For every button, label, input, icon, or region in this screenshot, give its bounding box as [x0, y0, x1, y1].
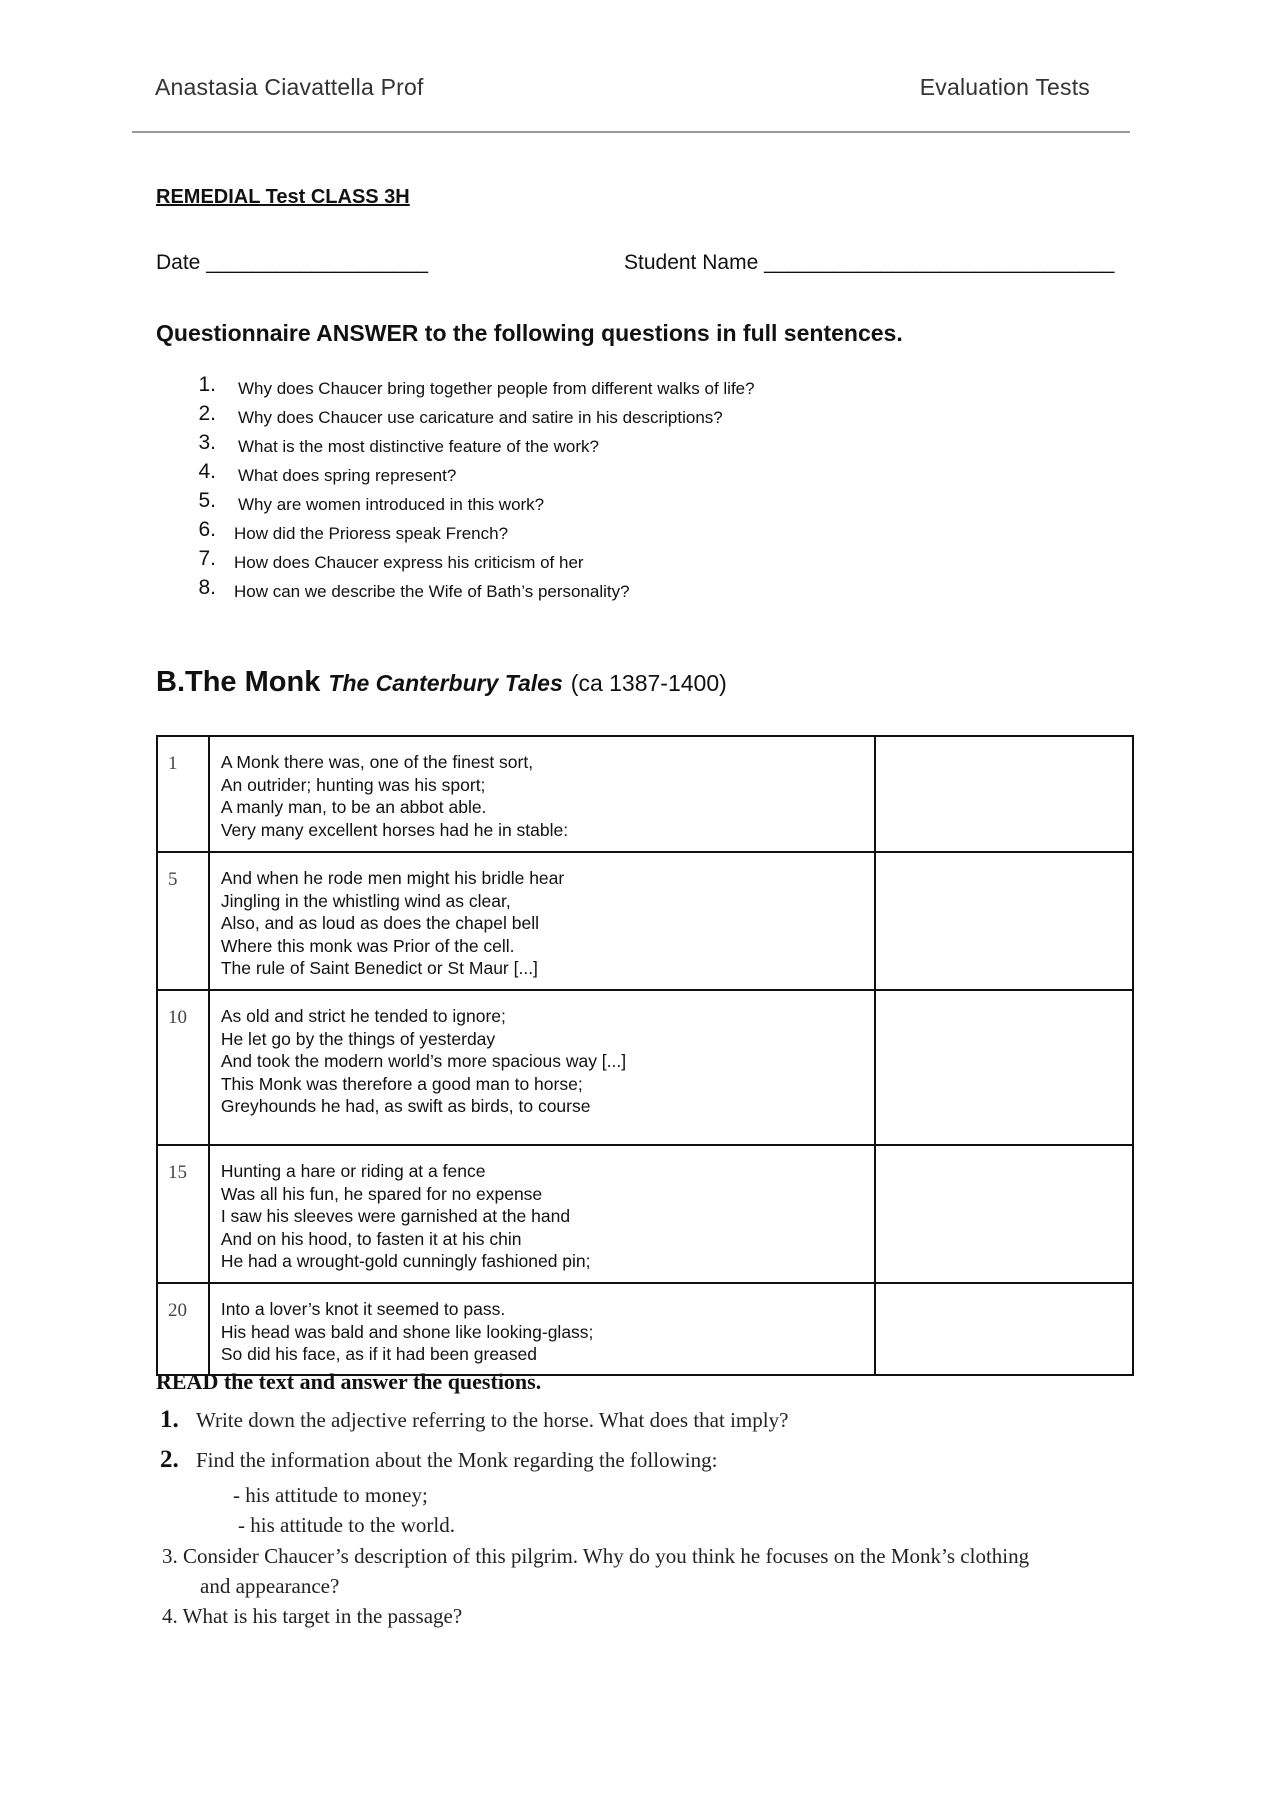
table-row — [157, 990, 1133, 1145]
question-number: 1. — [160, 1406, 179, 1433]
table-row — [157, 1145, 1133, 1283]
verse-line: He had a wrought-gold cunningly fashioned pin; — [220, 1251, 591, 1271]
table-row — [157, 852, 1133, 990]
table-row — [157, 736, 1133, 852]
work-dates: (ca 1387-1400) — [570, 670, 727, 696]
notes-cell — [875, 1283, 1133, 1375]
verse-cell — [209, 852, 875, 990]
section-title — [156, 666, 727, 699]
line-number: 10 — [157, 990, 209, 1145]
document-type: Evaluation Tests — [919, 74, 1090, 100]
verse-line: And when he rode men might his bridle hear — [220, 868, 565, 888]
question-number: 7. — [198, 547, 216, 570]
verse-line: Very many excellent horses had he in stable: — [220, 819, 569, 840]
question-number: 2. — [198, 402, 216, 425]
question-number: 3. — [198, 431, 216, 454]
question-number: 5. — [198, 489, 216, 512]
poem-table — [156, 735, 1134, 1376]
verse-line: Into a lover’s knot it seemed to pass. — [220, 1299, 506, 1319]
reading-subpoint: - his attitude to money; — [233, 1483, 428, 1507]
reading-heading: READ the text and answer the questions. — [156, 1369, 542, 1394]
question-text: How can we describe the Wife of Bath’s personality? — [234, 582, 630, 601]
verse-line: And took the modern world’s more spacious way [...] — [220, 1051, 627, 1071]
reading-question-1 — [160, 1406, 788, 1434]
question-text: Find the information about the Monk regarding the following: — [196, 1448, 718, 1472]
verse-line: A manly man, to be an abbot able. — [220, 797, 487, 817]
section-prefix: B.The Monk — [156, 666, 321, 698]
reading-question-2 — [160, 1446, 717, 1474]
question-number: 4. — [198, 460, 216, 483]
verse-line: As old and strict he tended to ignore; — [220, 1006, 506, 1026]
author-name: Anastasia Ciavattella Prof — [155, 74, 424, 100]
verse-line: Also, and as loud as does the chapel bell — [220, 913, 539, 933]
line-number: 15 — [157, 1145, 209, 1283]
verse-line: An outrider; hunting was his sport; — [220, 774, 486, 795]
page-header — [155, 74, 1090, 114]
question-text: What does spring represent? — [238, 466, 457, 485]
header-divider — [132, 131, 1130, 133]
question-number: 6. — [198, 518, 216, 541]
verse-cell — [209, 1145, 875, 1283]
question-number: 8. — [198, 576, 216, 599]
date-field: Date ___________________ — [156, 251, 429, 274]
reading-subpoint: - his attitude to the world. — [238, 1513, 455, 1537]
notes-cell — [875, 1145, 1133, 1283]
question-text: What is the most distinctive feature of the work? — [238, 437, 599, 456]
verse-cell — [209, 736, 875, 852]
questionnaire-heading: Questionnaire ANSWER to the following questions in full sentences. — [156, 320, 903, 346]
verse-line: A Monk there was, one of the finest sort, — [220, 752, 534, 772]
test-title: REMEDIAL Test CLASS 3H — [156, 186, 410, 208]
notes-cell — [875, 736, 1133, 852]
verse-line: So did his face, as if it had been greased — [220, 1344, 538, 1364]
verse-line: The rule of Saint Benedict or St Maur [...] — [220, 958, 538, 978]
question-number: 2. — [160, 1446, 179, 1473]
verse-line: Was all his fun, he spared for no expense — [220, 1183, 543, 1204]
student-name-field: Student Name ______________________________ — [624, 251, 1115, 274]
question-number: 1. — [198, 373, 216, 396]
question-text: How does Chaucer express his criticism of her — [234, 553, 584, 572]
verse-cell — [209, 1283, 875, 1375]
verse-line: I saw his sleeves were garnished at the hand — [220, 1206, 571, 1226]
question-text: Why does Chaucer bring together people from different walks of life? — [238, 379, 755, 398]
verse-line: Hunting a hare or riding at a fence — [220, 1161, 486, 1181]
question-text: Why does Chaucer use caricature and satire in his descriptions? — [238, 408, 723, 427]
verse-line: And on his hood, to fasten it at his chin — [220, 1228, 522, 1249]
verse-line: He let go by the things of yesterday — [220, 1028, 496, 1049]
verse-cell — [209, 990, 875, 1145]
question-text: Write down the adjective referring to the horse. What does that imply? — [196, 1408, 789, 1432]
question-text: Why are women introduced in this work? — [238, 495, 545, 514]
line-number: 5 — [157, 852, 209, 990]
verse-line: This Monk was therefore a good man to horse; — [220, 1073, 583, 1094]
line-number: 1 — [157, 736, 209, 852]
table-row — [157, 1283, 1133, 1375]
notes-cell — [875, 990, 1133, 1145]
verse-line: Greyhounds he had, as swift as birds, to course — [220, 1096, 591, 1116]
verse-line: His head was bald and shone like looking-glass; — [220, 1321, 594, 1342]
reading-question-3-cont: and appearance? — [200, 1574, 340, 1598]
work-title: The Canterbury Tales — [328, 670, 563, 696]
verse-line: Jingling in the whistling wind as clear, — [220, 890, 511, 911]
reading-question-4: 4. What is his target in the passage? — [162, 1604, 463, 1628]
question-text: How did the Prioress speak French? — [234, 524, 509, 543]
verse-line: Where this monk was Prior of the cell. — [220, 935, 515, 956]
line-number: 20 — [157, 1283, 209, 1375]
notes-cell — [875, 852, 1133, 990]
reading-question-3: 3. Consider Chaucer’s description of this pilgrim. Why do you think he focuses on the Monk’s clothing — [162, 1544, 1030, 1568]
